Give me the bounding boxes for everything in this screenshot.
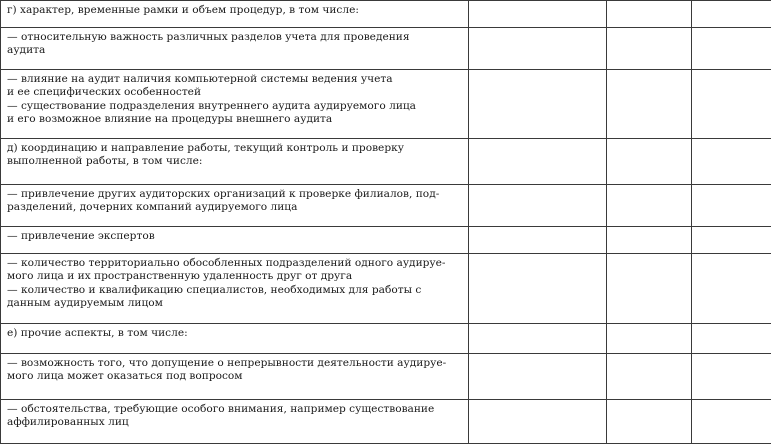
- table-row: [1, 185, 771, 227]
- table-row: [1, 70, 771, 139]
- description-line: — существование подразделения внутреннего аудита аудируемого лица: [7, 100, 462, 113]
- description-line: аудита: [7, 44, 462, 57]
- empty-cell-2: [607, 400, 692, 444]
- table-row: [1, 1, 771, 28]
- description-line: — привлечение других аудиторских организаций к проверке филиалов, под-: [7, 188, 462, 201]
- empty-cell-2: [607, 1, 692, 28]
- table-row: [1, 400, 771, 444]
- table-row: [1, 254, 771, 324]
- description-line: аффилированных лиц: [7, 416, 462, 429]
- empty-cell-2: [607, 324, 692, 354]
- description-line: — обстоятельства, требующие особого внимания, например существование: [7, 403, 462, 416]
- description-line: данным аудируемым лицом: [7, 297, 462, 310]
- description-cell: [1, 400, 469, 444]
- description-line: и его возможное влияние на процедуры внешнего аудита: [7, 113, 462, 126]
- empty-cell-3: [692, 400, 771, 444]
- description-cell: [1, 254, 469, 324]
- description-line: — количество и квалификацию специалистов, необходимых для работы с: [7, 284, 462, 297]
- empty-cell-1: [469, 185, 607, 227]
- empty-cell-3: [692, 139, 771, 185]
- description-line: — количество территориально обособленных подразделений одного аудируе-: [7, 257, 462, 270]
- description-line: — влияние на аудит наличия компьютерной системы ведения учета: [7, 73, 462, 86]
- description-cell: [1, 1, 469, 28]
- description-cell: [1, 324, 469, 354]
- table-row: [1, 28, 771, 70]
- description-line: и ее специфических особенностей: [7, 86, 462, 99]
- empty-cell-1: [469, 139, 607, 185]
- description-line: — возможность того, что допущение о непрерывности деятельности аудируе-: [7, 357, 462, 370]
- description-cell: [1, 227, 469, 254]
- table-row: [1, 139, 771, 185]
- empty-cell-1: [469, 28, 607, 70]
- table-body: [1, 1, 771, 444]
- empty-cell-2: [607, 227, 692, 254]
- empty-cell-1: [469, 227, 607, 254]
- empty-cell-2: [607, 185, 692, 227]
- description-cell: [1, 139, 469, 185]
- description-cell: [1, 28, 469, 70]
- empty-cell-3: [692, 324, 771, 354]
- empty-cell-1: [469, 254, 607, 324]
- empty-cell-2: [607, 254, 692, 324]
- empty-cell-1: [469, 70, 607, 139]
- description-cell: [1, 70, 469, 139]
- empty-cell-3: [692, 227, 771, 254]
- empty-cell-3: [692, 70, 771, 139]
- description-line: выполненной работы, в том числе:: [7, 155, 462, 168]
- description-cell: [1, 354, 469, 400]
- empty-cell-3: [692, 28, 771, 70]
- table-row: [1, 354, 771, 400]
- description-line: — привлечение экспертов: [7, 230, 462, 243]
- description-line: мого лица и их пространственную удаленность друг от друга: [7, 270, 462, 283]
- empty-cell-1: [469, 1, 607, 28]
- empty-cell-2: [607, 139, 692, 185]
- empty-cell-2: [607, 354, 692, 400]
- description-line: е) прочие аспекты, в том числе:: [7, 327, 462, 340]
- empty-cell-1: [469, 354, 607, 400]
- empty-cell-2: [607, 70, 692, 139]
- empty-cell-2: [607, 28, 692, 70]
- description-line: г) характер, временные рамки и объем процедур, в том числе:: [7, 4, 462, 17]
- description-line: д) координацию и направление работы, текущий контроль и проверку: [7, 142, 462, 155]
- empty-cell-3: [692, 185, 771, 227]
- table-row: [1, 227, 771, 254]
- description-line: мого лица может оказаться под вопросом: [7, 370, 462, 383]
- description-line: разделений, дочерних компаний аудируемого лица: [7, 201, 462, 214]
- table-row: [1, 324, 771, 354]
- empty-cell-3: [692, 354, 771, 400]
- description-line: — относительную важность различных разделов учета для проведения: [7, 31, 462, 44]
- description-cell: [1, 185, 469, 227]
- empty-cell-1: [469, 400, 607, 444]
- empty-cell-3: [692, 1, 771, 28]
- empty-cell-3: [692, 254, 771, 324]
- empty-cell-1: [469, 324, 607, 354]
